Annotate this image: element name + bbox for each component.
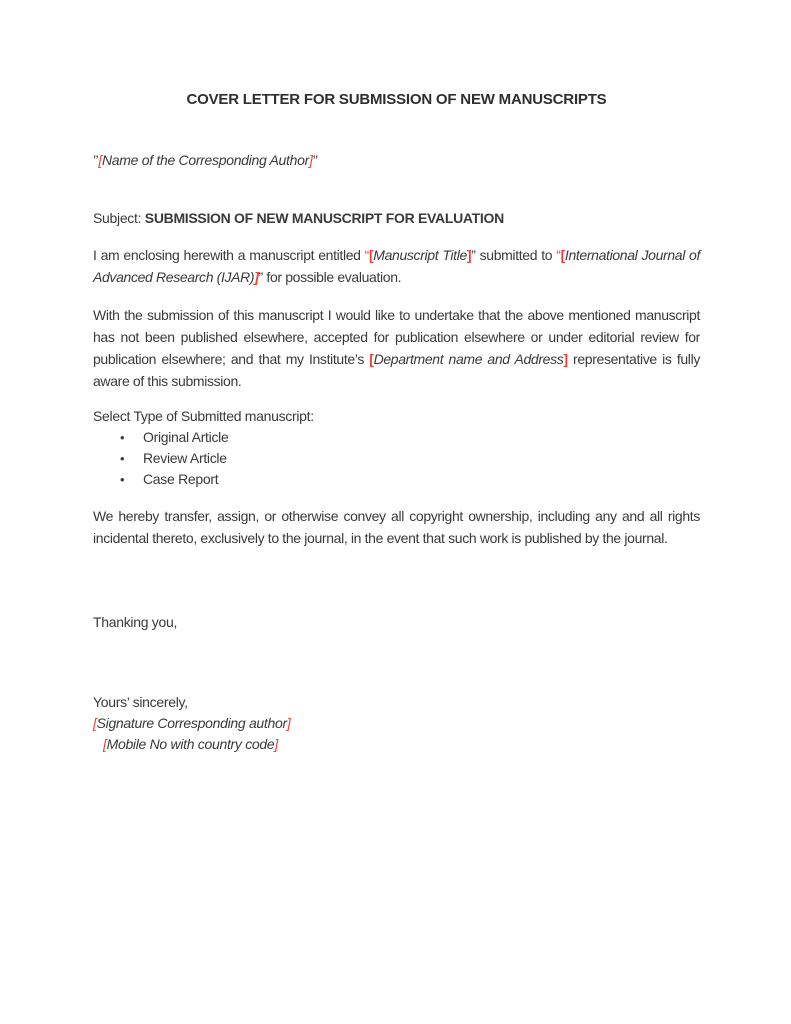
bracket-close: ]: [466, 247, 472, 263]
letter-content: [0, 90, 791, 755]
text-run: submitted to: [475, 247, 557, 263]
journal-name-placeholder: International Journal of Advanced Research (IJAR): [93, 247, 700, 285]
department-placeholder: Department name and Address: [373, 351, 564, 367]
close-quote: ”: [471, 247, 476, 263]
list-item-label: Original Article: [143, 429, 229, 445]
bracket-close: ]: [274, 736, 278, 752]
bullet-icon: •: [120, 451, 125, 466]
author-line: [93, 150, 700, 171]
close-quotes: ’’: [312, 152, 318, 168]
text-run: for possible evaluation.: [262, 269, 402, 285]
sincerely-line: Yours’ sincerely,: [93, 694, 188, 710]
closing-block: [93, 692, 700, 755]
open-quotes: ’’: [93, 152, 99, 168]
paragraph-copyright: We hereby transfer, assign, or otherwise convey all copyright ownership, including any and all rights incidental thereto, exclusively to the journal, in the event that such work is published by the journal.: [93, 508, 700, 546]
thanking-line: Thanking you,: [93, 614, 178, 630]
paragraph-undertake: [93, 304, 700, 392]
manuscript-type-list: [93, 427, 700, 490]
bracket-open: [: [93, 715, 97, 731]
bracket-close: ]: [308, 152, 313, 168]
list-item-case-report: [93, 469, 700, 490]
open-quote: “: [556, 247, 561, 263]
list-item-label: Review Article: [143, 450, 227, 466]
bracket-close: ]: [254, 269, 259, 285]
bracket-close: ]: [286, 715, 291, 731]
manuscript-title-placeholder: Manuscript Title: [373, 247, 467, 263]
mobile-line: [93, 734, 700, 755]
bracket-open: [: [369, 351, 374, 367]
close-quote: ”: [258, 269, 263, 285]
open-quote: “: [364, 247, 369, 263]
subject-line: [93, 208, 700, 229]
text-run: representative is fully aware of this submission.: [93, 351, 700, 389]
mobile-placeholder: Mobile No with country code: [106, 736, 275, 752]
paragraph-enclosing: [93, 244, 700, 288]
letter-title: COVER LETTER FOR SUBMISSION OF NEW MANUSCRIPTS: [186, 91, 607, 108]
author-name-placeholder: Name of the Corresponding Author: [101, 152, 309, 168]
list-item-label: Case Report: [143, 471, 219, 487]
subject-label: Subject:: [93, 210, 145, 226]
bracket-open: [: [103, 736, 107, 752]
select-type-label: Select Type of Submitted manuscript:: [93, 408, 314, 424]
signature-line: [93, 713, 700, 734]
text-run: With the submission of this manuscript I would like to undertake that the above mentioned manuscript has not been published elsewhere, accepted for publication elsewhere or under editorial review for publication elsewhere; and that my Institute’s: [93, 307, 700, 367]
bullet-icon: •: [120, 430, 125, 445]
signature-placeholder: Signature Corresponding author: [96, 715, 287, 731]
bullet-icon: •: [120, 472, 125, 487]
bracket-open: [: [560, 247, 565, 263]
subject-value: SUBMISSION OF NEW MANUSCRIPT FOR EVALUATION: [144, 210, 504, 226]
bracket-open: [: [368, 247, 374, 263]
list-item-review-article: [93, 448, 700, 469]
text-run: I am enclosing herewith a manuscript entitled: [93, 247, 365, 263]
bracket-close: ]: [563, 351, 568, 367]
bracket-open: [: [98, 152, 102, 168]
list-item-original-article: [93, 427, 700, 448]
